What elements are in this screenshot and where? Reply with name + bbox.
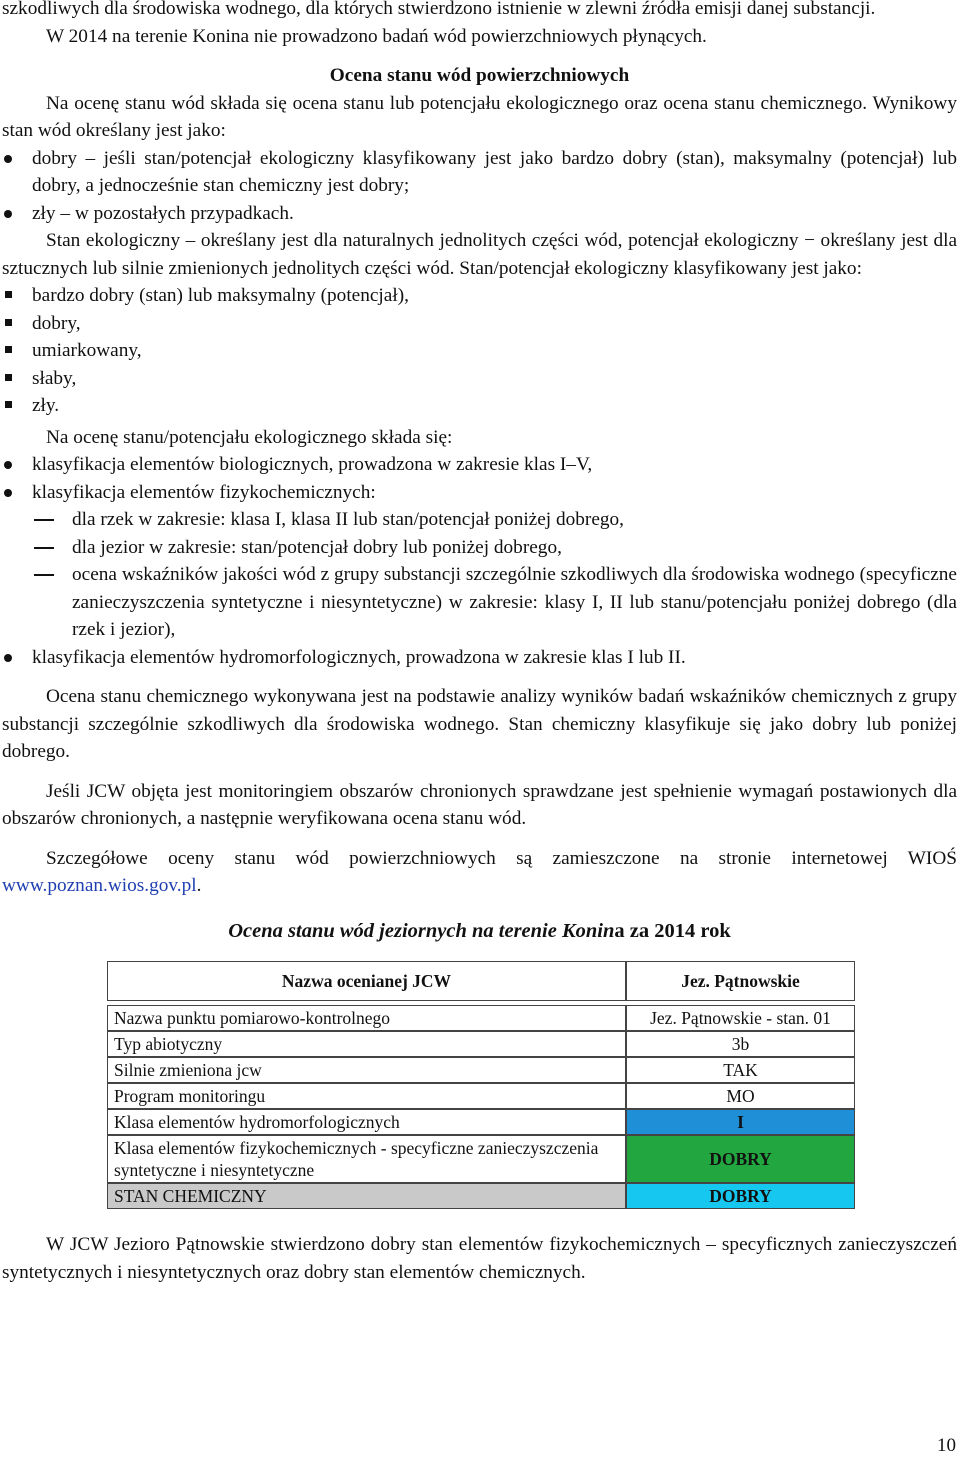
- list-item: słaby,: [2, 365, 957, 393]
- table-title: Ocena stanu wód jeziornych na terenie Konina za 2014 rok: [228, 919, 731, 942]
- list-item: klasyfikacja elementów hydromorfologicznych, prowadzona w zakresie klas I lub II.: [2, 644, 957, 672]
- components-paragraph: Na ocenę stanu/potencjału ekologicznego składa się:: [46, 426, 453, 448]
- row-value: 3b: [626, 1031, 855, 1057]
- list-item: dobry – jeśli stan/potencjał ekologiczny klasyfikowany jest jako bardzo dobry (stan), maksymalny (potencjał) lub dobry, a jednocześnie stan chemiczny jest dobry;: [2, 145, 957, 200]
- monitoring-paragraph: Jeśli JCW objęta jest monitoringiem obszarów chronionych sprawdzane jest spełnienie wymagań postawionych dla obszarów chronionych, a następnie weryfikowana ocena stanu wód.: [2, 780, 957, 829]
- page-number: 10: [937, 1435, 956, 1456]
- assessment-paragraph: Na ocenę stanu wód składa się ocena stanu lub potencjału ekologicznego oraz ocena stanu chemicznego. Wynikowy stan wód określany jest jako:: [2, 92, 957, 141]
- chemical-paragraph: Ocena stanu chemicznego wykonywana jest na podstawie analizy wyników badań wskaźników chemicznych z grupy substancji szczególnie szkodliwych dla środowiska wodnego. Stan chemiczny klasyfikuje się jako dobry lub poniżej dobrego.: [2, 686, 957, 762]
- list-item: bardzo dobry (stan) lub maksymalny (potencjał),: [2, 282, 957, 310]
- table-row: [107, 1057, 855, 1083]
- row-label: STAN CHEMICZNY: [107, 1183, 626, 1209]
- table-row: [107, 1135, 855, 1183]
- row-value: Jez. Pątnowskie - stan. 01: [626, 1005, 855, 1031]
- row-label: Nazwa punktu pomiarowo-kontrolnego: [107, 1005, 626, 1031]
- list-item: klasyfikacja elementów fizykochemicznych:: [2, 479, 957, 507]
- list-item: ocena wskaźników jakości wód z grupy substancji szczególnie szkodliwych dla środowiska wodnego (specyficzne zanieczyszczenia syntetyczne i niesyntetyczne) w zakresie: klasy I, II lub stanu/potencjału poniżej dobrego (dla rzek i jezior),: [72, 564, 957, 640]
- list-item: zły.: [2, 392, 957, 420]
- ecological-paragraph: Stan ekologiczny – określany jest dla naturalnych jednolitych części wód, potencjał ekologiczny − określany jest dla sztucznych lub silnie zmienionych jednolitych części wód. Stan/potencjał ekologiczny klasyfikowany jest jako:: [2, 230, 957, 279]
- list-item: dla rzek w zakresie: klasa I, klasa II lub stan/potencjał poniżej dobrego,: [72, 509, 624, 530]
- document-page: [2, 0, 957, 1286]
- chemical-status-cell: DOBRY: [626, 1183, 855, 1209]
- row-label: Klasa elementów fizykochemicznych - specyficzne zanieczyszczenia syntetyczne i niesyntetyczne: [107, 1135, 626, 1183]
- list-item: umiarkowany,: [2, 337, 957, 365]
- table-header-row: [107, 961, 855, 1001]
- table-row: [107, 1005, 855, 1031]
- intro-continuation: szkodliwych dla środowiska wodnego, dla których stwierdzono istnienie w zlewni źródła emisji danej substancji.: [2, 0, 876, 19]
- list-item: dla jezior w zakresie: stan/potencjał dobry lub poniżej dobrego,: [72, 536, 562, 558]
- table-row: [107, 1183, 855, 1209]
- table-header-cell: Jez. Pątnowskie: [626, 961, 855, 1001]
- physchem-class-cell: DOBRY: [626, 1135, 855, 1183]
- assessment-table: [107, 961, 855, 1209]
- table-row: [107, 1109, 855, 1135]
- conclusion-paragraph: W JCW Jezioro Pątnowskie stwierdzono dobry stan elementów fizykochemicznych – specyficznych zanieczyszczeń syntetycznych i niesyntetycznych oraz dobry stan elementów chemicznych.: [2, 1234, 957, 1283]
- row-value: TAK: [626, 1057, 855, 1083]
- table-row: [107, 1083, 855, 1109]
- list-item: klasyfikacja elementów biologicznych, prowadzona w zakresie klas I–V,: [2, 451, 957, 479]
- row-label: Program monitoringu: [107, 1083, 626, 1109]
- list-item: zły – w pozostałych przypadkach.: [2, 200, 957, 228]
- row-label: Klasa elementów hydromorfologicznych: [107, 1109, 626, 1135]
- hydro-class-cell: I: [626, 1109, 855, 1135]
- row-label: Typ abiotyczny: [107, 1031, 626, 1057]
- row-label: Silnie zmieniona jcw: [107, 1057, 626, 1083]
- table-header-cell: Nazwa ocenianej JCW: [107, 961, 626, 1001]
- row-value: MO: [626, 1083, 855, 1109]
- intro-note: W 2014 na terenie Konina nie prowadzono badań wód powierzchniowych płynących.: [46, 25, 707, 47]
- section-heading: Ocena stanu wód powierzchniowych: [329, 65, 630, 86]
- wios-link[interactable]: www.poznan.wios.gov.pl: [2, 875, 197, 896]
- details-paragraph: Szczegółowe oceny stanu wód powierzchniowych są zamieszczone na stronie internetowej WIOŚ www.poznan.wios.gov.pl.: [2, 847, 957, 896]
- list-item: dobry,: [2, 310, 957, 338]
- table-row: [107, 1031, 855, 1057]
